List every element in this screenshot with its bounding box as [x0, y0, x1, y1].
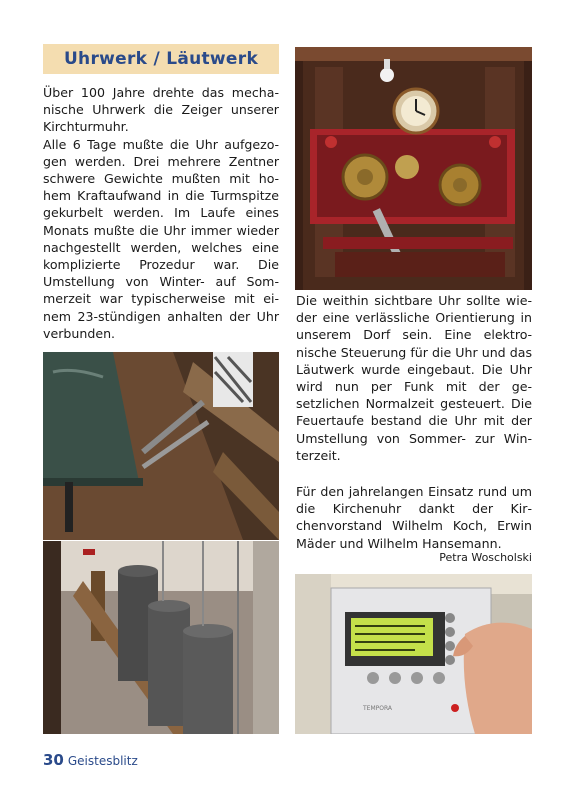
clockwork-photo	[295, 47, 532, 290]
author-name: Petra Woscholski	[439, 551, 532, 564]
bell-photo	[43, 352, 279, 540]
left-column-text: Über 100 Jahre drehte das mechanische Uhrwerk die Zeiger unserer Kirchturmuhr. Alle 6 Tage mußte die Uhr aufgezogen werden. Drei mehrere Zentner schwere Gewichte mußten mit hohem Kraftaufwand in die Turmspitze gekurbelt werden. Im Laufe eines Monats mußte die Uhr immer wieder nachgestellt werden, welches eine komplizierte Prozedur war. Die Umstellung von Winter- auf Sommerzeit war typischerweise mit einem 23-stündigen anhalten der Uhr verbunden.	[43, 85, 279, 341]
right-column-text-1: Die weithin sichtbare Uhr sollte wieder eine verlässliche Orientierung in unserem Dorf sein. Eine elektronische Steuerung für die Uhr und das Läutwerk wurde eingebaut. Die Uhr wird nun per Funk mit der gesetzlichen Normalzeit gesteuert. Die Feuertaufe bestand die Uhr mit der Umstellung von Sommer- zur Winterzeit.	[296, 293, 532, 463]
page-footer	[43, 751, 138, 769]
weights-photo	[43, 541, 279, 734]
magazine-name: Geistesblitz	[67, 754, 138, 768]
right-column-text-2: Für den jahrelangen Einsatz rund um die Kirchenuhr dankt der Kirchenvorstand Wilhelm Koch, Erwin Mäder und Wilhelm Hansemann.	[296, 484, 532, 551]
controller-photo	[295, 574, 532, 734]
article-title: Uhrwerk / Läutwerk	[63, 49, 259, 69]
title-banner	[43, 44, 279, 74]
page-number: 30	[43, 751, 64, 769]
controller-brand: TEMPORA	[363, 705, 393, 712]
